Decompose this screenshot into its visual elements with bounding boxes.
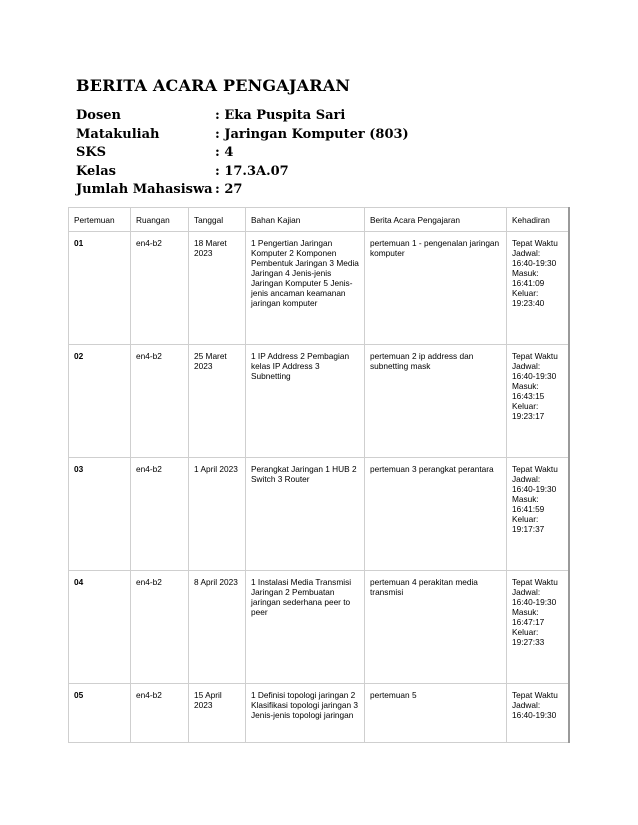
cell-pertemuan: 05 (69, 684, 131, 743)
cell-pertemuan: 04 (69, 571, 131, 684)
cell-berita-acara: pertemuan 2 ip address dan subnetting mask (365, 345, 507, 458)
header-tanggal: Tanggal (189, 208, 246, 232)
cell-kehadiran: Tepat Waktu Jadwal: 16:40-19:30 Masuk: 16:41:09 Keluar: 19:23:40 (507, 232, 569, 345)
header-pertemuan: Pertemuan (69, 208, 131, 232)
cell-tanggal: 25 Maret 2023 (189, 345, 246, 458)
cell-pertemuan: 02 (69, 345, 131, 458)
cell-bahan-kajian: 1 Definisi topologi jaringan 2 Klasifikasi topologi jaringan 3 Jenis-jenis topologi jaringan (246, 684, 365, 743)
table-row (69, 458, 569, 571)
info-value: : 27 (215, 182, 243, 197)
header-ruangan: Ruangan (131, 208, 189, 232)
info-label: SKS (76, 145, 107, 160)
cell-ruangan: en4-b2 (131, 232, 189, 345)
info-row-kelas (76, 163, 409, 182)
info-value: : 17.3A.07 (215, 163, 289, 179)
table-row (69, 684, 569, 743)
header-berita-acara: Berita Acara Pengajaran (365, 208, 507, 232)
info-value: : Eka Puspita Sari (215, 108, 346, 123)
cell-ruangan: en4-b2 (131, 458, 189, 571)
cell-bahan-kajian: 1 Pengertian Jaringan Komputer 2 Komponen Pembentuk Jaringan 3 Media Jaringan 4 Jenis-jenis Jaringan Komputer 5 Jenis-jenis ancaman keamanan jaringan komputer (246, 232, 365, 345)
cell-tanggal: 8 April 2023 (189, 571, 246, 684)
table-row (69, 345, 569, 458)
document-title: BERITA ACARA PENGAJARAN (76, 76, 351, 95)
cell-bahan-kajian: 1 Instalasi Media Transmisi Jaringan 2 Pembuatan jaringan sederhana peer to peer (246, 571, 365, 684)
cell-pertemuan: 03 (69, 458, 131, 571)
cell-kehadiran: Tepat Waktu Jadwal: 16:40-19:30 (507, 684, 569, 743)
header-kehadiran: Kehadiran (507, 208, 569, 232)
info-row-sks (76, 144, 409, 163)
header-bahan-kajian: Bahan Kajian (246, 208, 365, 232)
cell-ruangan: en4-b2 (131, 571, 189, 684)
cell-bahan-kajian: 1 IP Address 2 Pembagian kelas IP Address 3 Subnetting (246, 345, 365, 458)
cell-berita-acara: pertemuan 4 perakitan media transmisi (365, 571, 507, 684)
info-block (76, 107, 409, 200)
info-label: Kelas (76, 163, 116, 179)
info-value: : 4 (215, 145, 234, 160)
cell-berita-acara: pertemuan 3 perangkat perantara (365, 458, 507, 571)
info-row-dosen (76, 107, 409, 126)
cell-kehadiran: Tepat Waktu Jadwal: 16:40-19:30 Masuk: 16:47:17 Keluar: 19:27:33 (507, 571, 569, 684)
cell-bahan-kajian: Perangkat Jaringan 1 HUB 2 Switch 3 Router (246, 458, 365, 571)
info-label: Jumlah Mahasiswa (76, 182, 213, 197)
info-row-matakuliah (76, 126, 409, 145)
attendance-table (68, 207, 570, 743)
cell-tanggal: 1 April 2023 (189, 458, 246, 571)
cell-berita-acara: pertemuan 5 (365, 684, 507, 743)
cell-pertemuan: 01 (69, 232, 131, 345)
info-label: Dosen (76, 108, 121, 123)
cell-kehadiran: Tepat Waktu Jadwal: 16:40-19:30 Masuk: 16:43:15 Keluar: 19:23:17 (507, 345, 569, 458)
table-row (69, 232, 569, 345)
cell-tanggal: 15 April 2023 (189, 684, 246, 743)
cell-tanggal: 18 Maret 2023 (189, 232, 246, 345)
cell-ruangan: en4-b2 (131, 345, 189, 458)
cell-berita-acara: pertemuan 1 - pengenalan jaringan komputer (365, 232, 507, 345)
table-header-row (69, 208, 569, 232)
info-value: : Jaringan Komputer (803) (215, 126, 409, 142)
info-row-jumlah-mahasiswa (76, 181, 409, 200)
cell-ruangan: en4-b2 (131, 684, 189, 743)
table-row (69, 571, 569, 684)
info-label: Matakuliah (76, 126, 160, 142)
cell-kehadiran: Tepat Waktu Jadwal: 16:40-19:30 Masuk: 16:41:59 Keluar: 19:17:37 (507, 458, 569, 571)
